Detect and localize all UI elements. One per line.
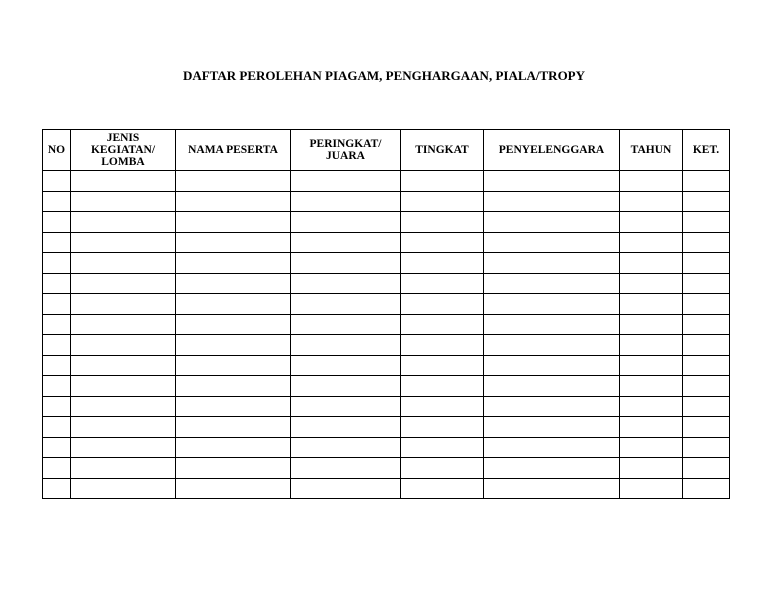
table-cell [484,171,620,192]
table-cell [620,396,683,417]
table-cell [401,273,484,294]
table-cell [620,335,683,356]
table-cell [401,294,484,315]
table-cell [620,437,683,458]
table-cell [291,437,401,458]
table-cell [683,458,730,479]
table-cell [401,191,484,212]
table-row [43,294,730,315]
table-cell [484,232,620,253]
column-header-year: TAHUN [620,130,683,171]
table-cell [683,294,730,315]
column-header-activity-type: JENIS KEGIATAN/ LOMBA [71,130,176,171]
table-cell [43,458,71,479]
table-cell [291,458,401,479]
table-cell [71,458,176,479]
table-cell [683,437,730,458]
table-cell [176,437,291,458]
table-cell [401,376,484,397]
table-cell [291,314,401,335]
table-cell [484,253,620,274]
table-cell [71,376,176,397]
table-cell [401,478,484,499]
table-cell [484,294,620,315]
table-cell [291,191,401,212]
table-cell [71,212,176,233]
table-cell [176,417,291,438]
table-row [43,478,730,499]
table-cell [176,212,291,233]
table-cell [291,273,401,294]
table-cell [484,191,620,212]
table-cell [71,355,176,376]
table-cell [71,314,176,335]
table-cell [176,355,291,376]
table-cell [291,376,401,397]
table-row [43,314,730,335]
table-cell [43,232,71,253]
table-cell [43,191,71,212]
table-cell [71,478,176,499]
table-cell [43,355,71,376]
table-cell [71,335,176,356]
table-row [43,376,730,397]
table-cell [484,458,620,479]
table-cell [43,253,71,274]
table-row [43,396,730,417]
table-cell [683,232,730,253]
table-cell [43,417,71,438]
table-cell [43,376,71,397]
table-cell [291,396,401,417]
table-cell [43,171,71,192]
table-cell [176,376,291,397]
table-cell [71,417,176,438]
column-header-no: NO [43,130,71,171]
table-cell [683,478,730,499]
document-title: DAFTAR PEROLEHAN PIAGAM, PENGHARGAAN, PIALA/TROPY [182,68,586,83]
table-cell [620,253,683,274]
table-cell [484,273,620,294]
table-cell [620,376,683,397]
table-row [43,335,730,356]
table-cell [176,335,291,356]
table-cell [484,355,620,376]
table-cell [291,294,401,315]
table-cell [620,273,683,294]
table-cell [71,437,176,458]
table-cell [683,355,730,376]
table-cell [484,396,620,417]
table-cell [620,232,683,253]
table-cell [176,253,291,274]
table-cell [683,396,730,417]
table-cell [620,417,683,438]
table-row [43,458,730,479]
table-cell [71,294,176,315]
table-cell [683,253,730,274]
table-cell [43,437,71,458]
table-row [43,417,730,438]
table-cell [620,171,683,192]
table-cell [401,355,484,376]
award-table [42,129,730,499]
table-cell [176,273,291,294]
table-cell [683,417,730,438]
table-cell [291,478,401,499]
column-header-participant-name: NAMA PESERTA [176,130,291,171]
table-cell [176,396,291,417]
table-cell [43,335,71,356]
table-cell [43,273,71,294]
table-row [43,232,730,253]
table-cell [620,314,683,335]
table-row [43,212,730,233]
table-cell [484,376,620,397]
table-cell [401,335,484,356]
table-cell [620,294,683,315]
table-cell [291,355,401,376]
table-row [43,273,730,294]
table-cell [484,335,620,356]
table-cell [401,458,484,479]
table-cell [401,253,484,274]
column-header-level: TINGKAT [401,130,484,171]
table-cell [176,314,291,335]
table-cell [291,212,401,233]
table-cell [71,232,176,253]
table-row [43,191,730,212]
table-cell [71,396,176,417]
table-cell [683,171,730,192]
column-header-rank: PERINGKAT/ JUARA [291,130,401,171]
table-cell [401,212,484,233]
table-body [43,171,730,499]
table-cell [484,417,620,438]
table-cell [683,376,730,397]
table-row [43,171,730,192]
table-cell [176,458,291,479]
table-cell [401,417,484,438]
table-cell [683,314,730,335]
table-cell [176,191,291,212]
table-cell [176,171,291,192]
table-cell [401,437,484,458]
table-row [43,437,730,458]
table-cell [401,396,484,417]
table-cell [43,212,71,233]
table-cell [291,171,401,192]
table-cell [401,314,484,335]
table-cell [176,478,291,499]
table-cell [683,335,730,356]
table-cell [291,417,401,438]
table-cell [620,355,683,376]
table-cell [401,171,484,192]
table-cell [683,273,730,294]
table-cell [401,232,484,253]
table-cell [43,396,71,417]
table-header-row [43,130,730,171]
table-cell [71,253,176,274]
table-cell [484,314,620,335]
table-row [43,253,730,274]
table-cell [484,212,620,233]
table-cell [71,171,176,192]
table-cell [620,458,683,479]
column-header-notes: KET. [683,130,730,171]
table-cell [176,294,291,315]
table-cell [620,478,683,499]
table-cell [43,478,71,499]
table-cell [176,232,291,253]
table-cell [71,273,176,294]
table-cell [291,253,401,274]
table-cell [291,232,401,253]
table-cell [620,191,683,212]
table-row [43,355,730,376]
table-cell [683,212,730,233]
table-cell [71,191,176,212]
table-cell [683,191,730,212]
table-cell [291,335,401,356]
table-cell [620,212,683,233]
column-header-organizer: PENYELENGGARA [484,130,620,171]
table-cell [484,478,620,499]
table-cell [484,437,620,458]
table-cell [43,314,71,335]
table-cell [43,294,71,315]
